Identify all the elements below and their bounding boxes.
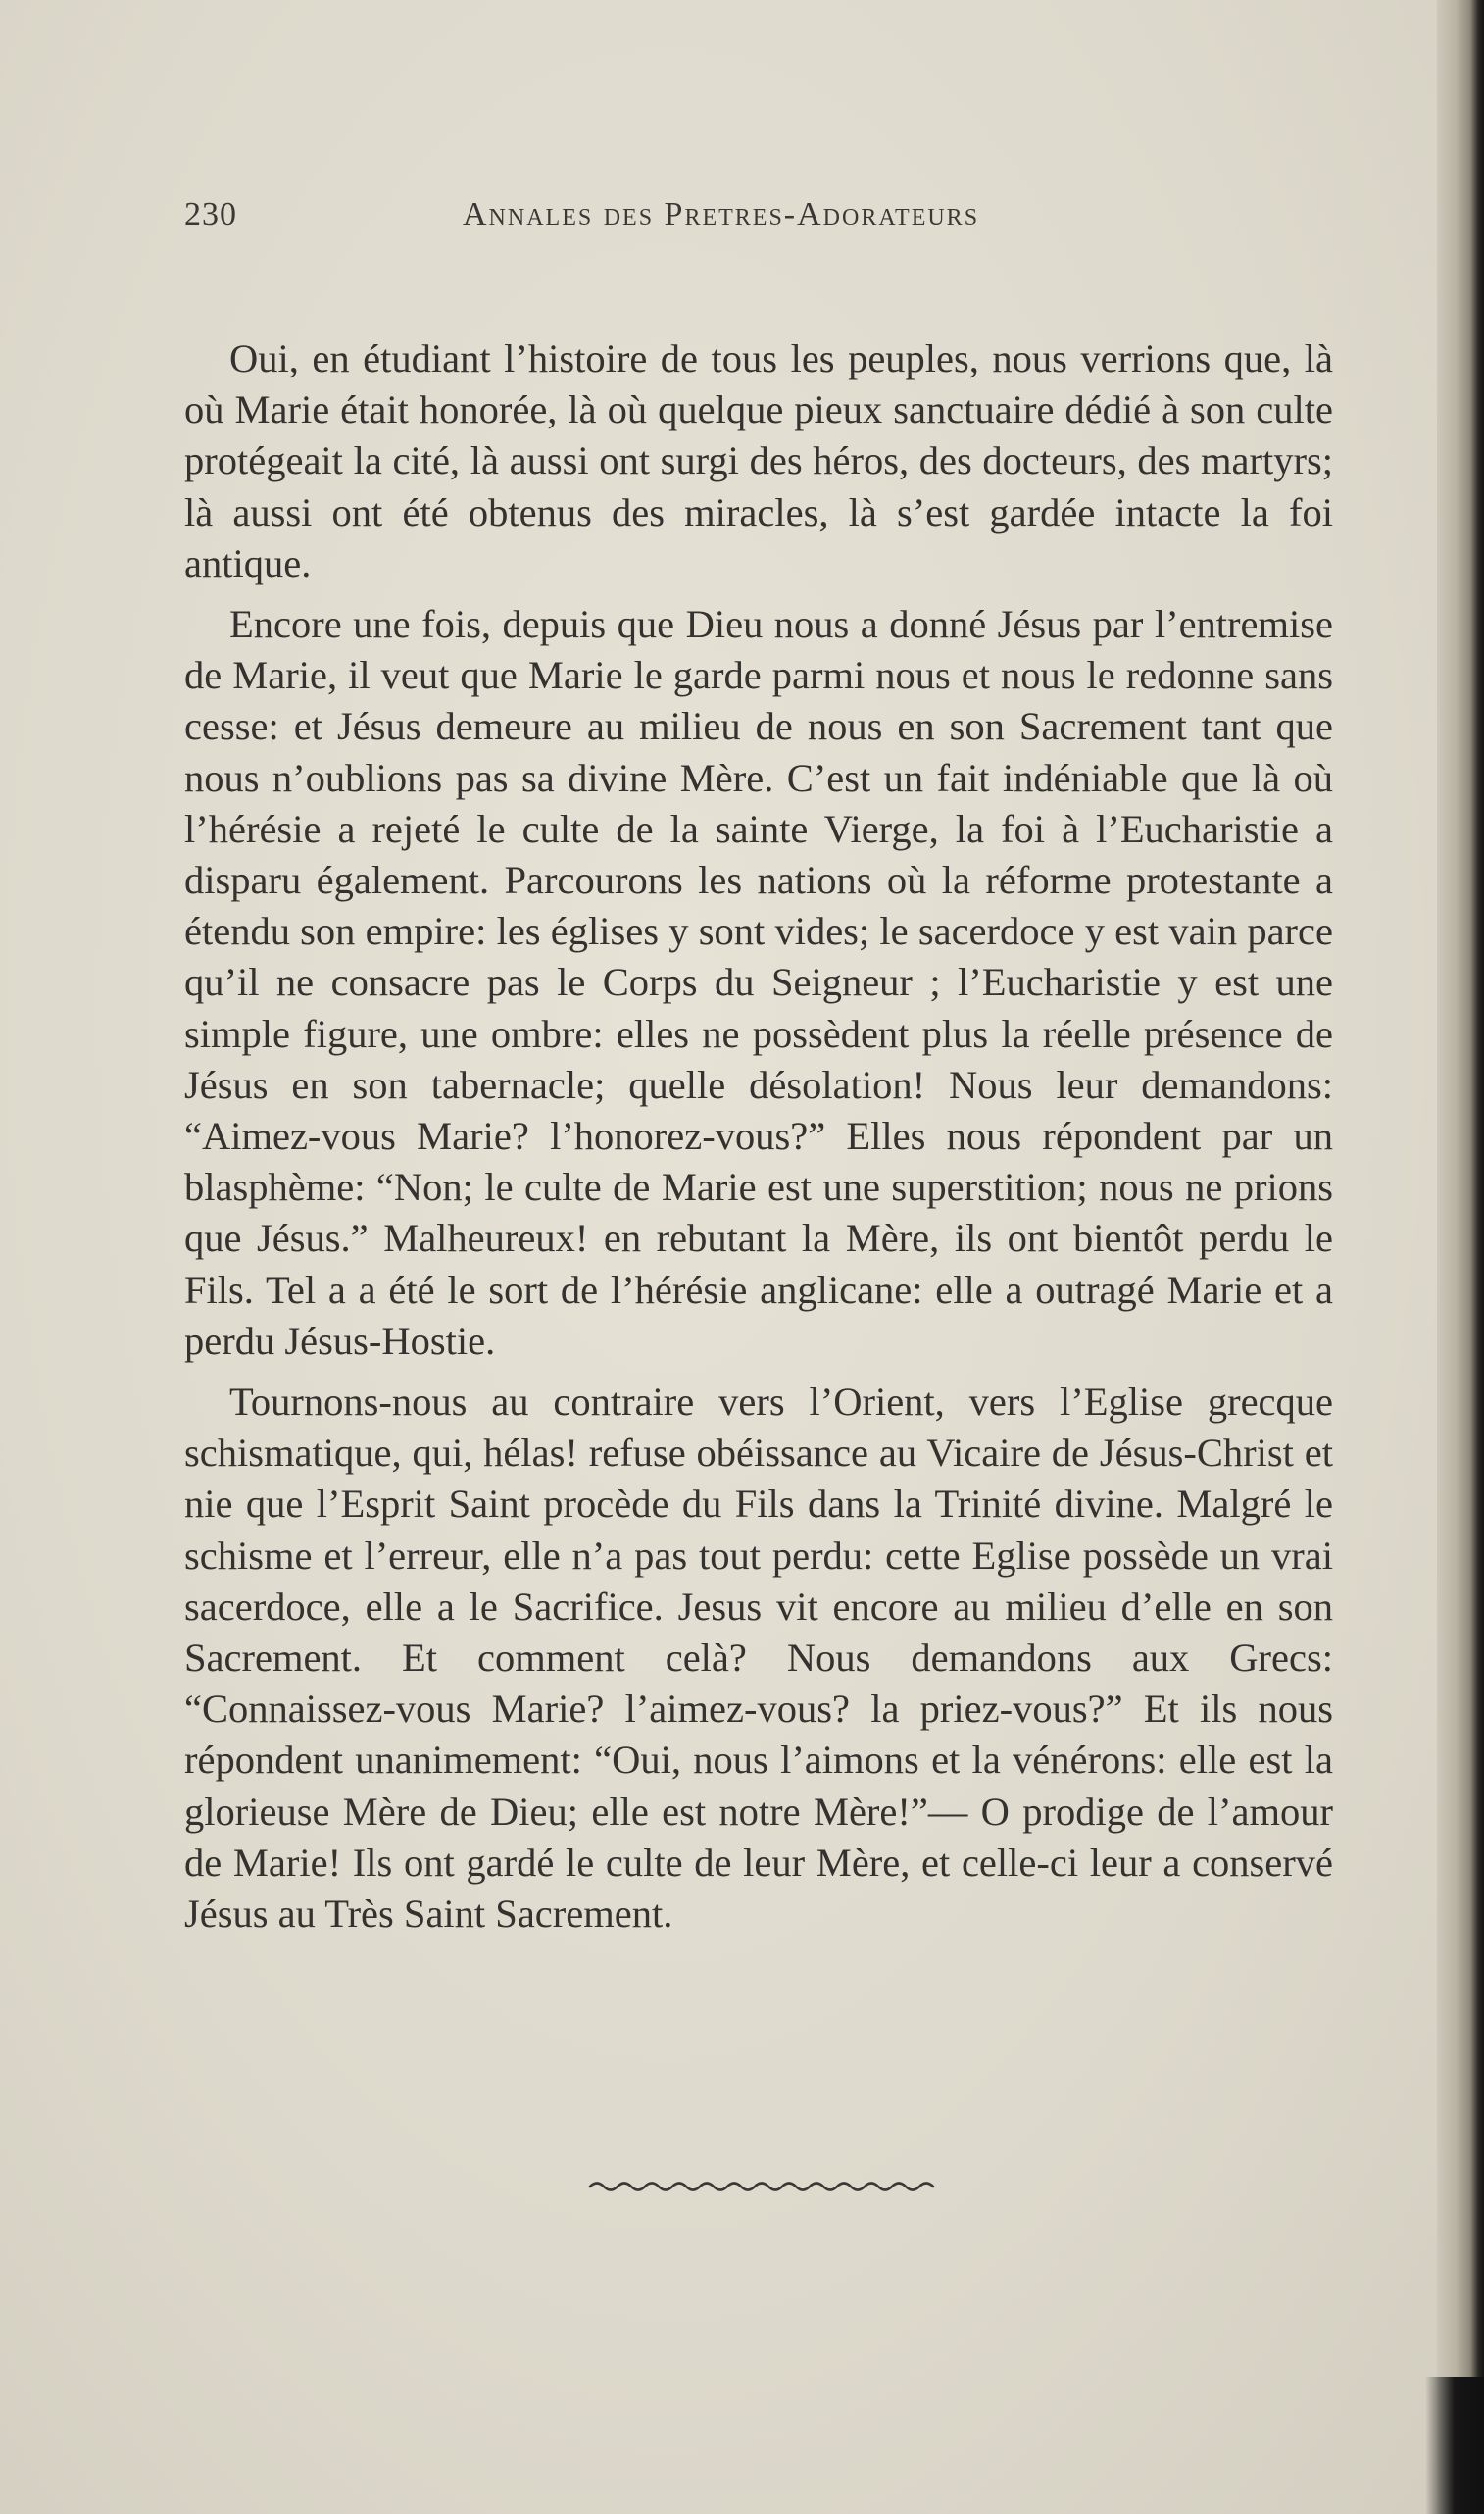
paragraph-2: Encore une fois, depuis que Dieu nous a donné Jésus par l’entremise de Marie, il veut que Marie le garde parmi nous et nous le redonne sans cesse: et Jésus demeure au milieu de nous en son Sacrement tant que nous n’oublions pas sa divine Mère. C’est un fait indéniable que là où l’hérésie a rejeté le culte de la sainte Vierge, la foi à l’Eucharistie a disparu également. Parcourons les nations où la réforme protestante a étendu son empire: les églises y sont vides; le sacerdoce y est vain parce qu’il ne consacre pas le Corps du Seigneur ; l’Eucharistie y est une simple figure, une ombre: elles ne possèdent plus la réelle présence de Jésus en son tabernacle; quelle désolation! Nous leur demandons: “Aimez-vous Marie? l’honorez-vous?” Elles nous répondent par un blasphème: “Non; le culte de Marie est une superstition; nous ne prions que Jésus.” Malheureux! en rebutant la Mère, ils ont bientôt perdu le Fils. Tel a a été le sort de l’hérésie anglicane: elle a outragé Marie et a perdu Jésus-Hostie. <box>184 602 1333 1363</box>
paragraph-3: Tournons-nous au contraire vers l’Orient, vers l’Eglise grecque schismatique, qui, hélas! refuse obéissance au Vicaire de Jésus-Christ et nie que l’Esprit Saint procède du Fils dans la Trinité divine. Malgré le schisme et l’erreur, elle n’a pas tout perdu: cette Eglise possède un vrai sacerdoce, elle a le Sacrifice. Jesus vit encore au milieu d’elle en son Sacrement. Et comment celà? Nous demandons aux Grecs: “Connaissez-vous Marie? l’aimez-vous? la priez-vous?” Et ils nous répondent unanimement: “Oui, nous l’aimons et la vénérons: elle est la glorieuse Mère de Dieu; elle est notre Mère!”— O prodige de l’amour de Marie! Ils ont gardé le culte de leur Mère, et celle-ci leur a conservé Jésus au Très Saint Sacrement. <box>184 1380 1333 1936</box>
body-text <box>184 333 1333 1949</box>
wavy-rule-ornament-icon <box>588 2172 941 2201</box>
page-corner-shadow <box>1425 2377 1484 2514</box>
running-head <box>184 196 1341 247</box>
page-gutter-shadow <box>1437 0 1484 2514</box>
page-number: 230 <box>184 196 237 232</box>
running-title: Annales des Pretres-Adorateurs <box>463 196 980 232</box>
paragraph-1: Oui, en étudiant l’histoire de tous les peuples, nous verrions que, là où Marie était honorée, là où quelque pieux sanctuaire dédié à son culte protégeait la cité, là aussi ont surgi des héros, des docteurs, des martyrs; là aussi ont été obtenus des miracles, là s’est gardée intacte la foi antique. <box>184 336 1333 585</box>
